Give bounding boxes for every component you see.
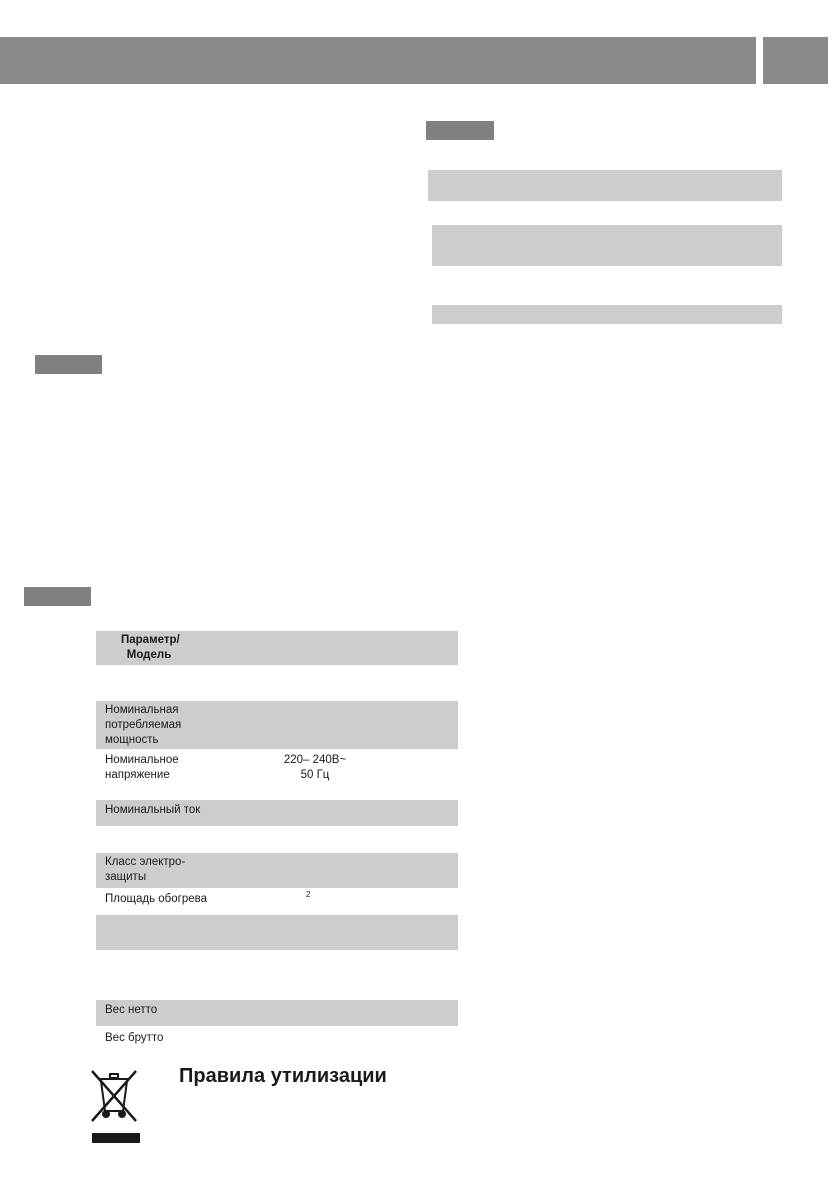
table-row [96,701,458,749]
table-cell-label: Вес нетто [105,1004,158,1016]
table-row [96,753,458,785]
shaded-text-block [432,305,782,324]
disposal-title: Правила утилизации [179,1065,387,1087]
table-cell-label: Номинальный ток [105,804,201,816]
table-row [96,853,458,888]
table-row [96,890,458,910]
header-band [0,37,756,84]
section-heading-chip [426,121,494,140]
table-cell-value: 220– 240В~ 50 Гц [283,754,347,781]
table-row [96,631,458,665]
shaded-text-block [432,225,782,266]
table-cell-value-superscript: 2 [306,890,311,899]
page-number-tab [763,37,828,84]
table-row [96,1029,458,1049]
table-cell-label: Номинальное напряжение [105,754,179,781]
table-cell-label: Номинальная потребляемая мощность [105,704,182,746]
table-row [96,1000,458,1026]
crossed-out-wheelie-bin-icon [84,1067,144,1145]
table-cell-label: Площадь обогрева [105,893,207,905]
table-header-cell: Параметр/ Модель [121,634,180,661]
section-heading-chip [24,587,91,606]
table-cell-label: Вес брутто [105,1032,164,1044]
table-row [96,800,458,826]
shaded-text-block [428,170,782,201]
section-heading-chip [35,355,102,374]
table-row [96,915,458,950]
table-cell-label: Класс электро- защиты [105,856,186,883]
